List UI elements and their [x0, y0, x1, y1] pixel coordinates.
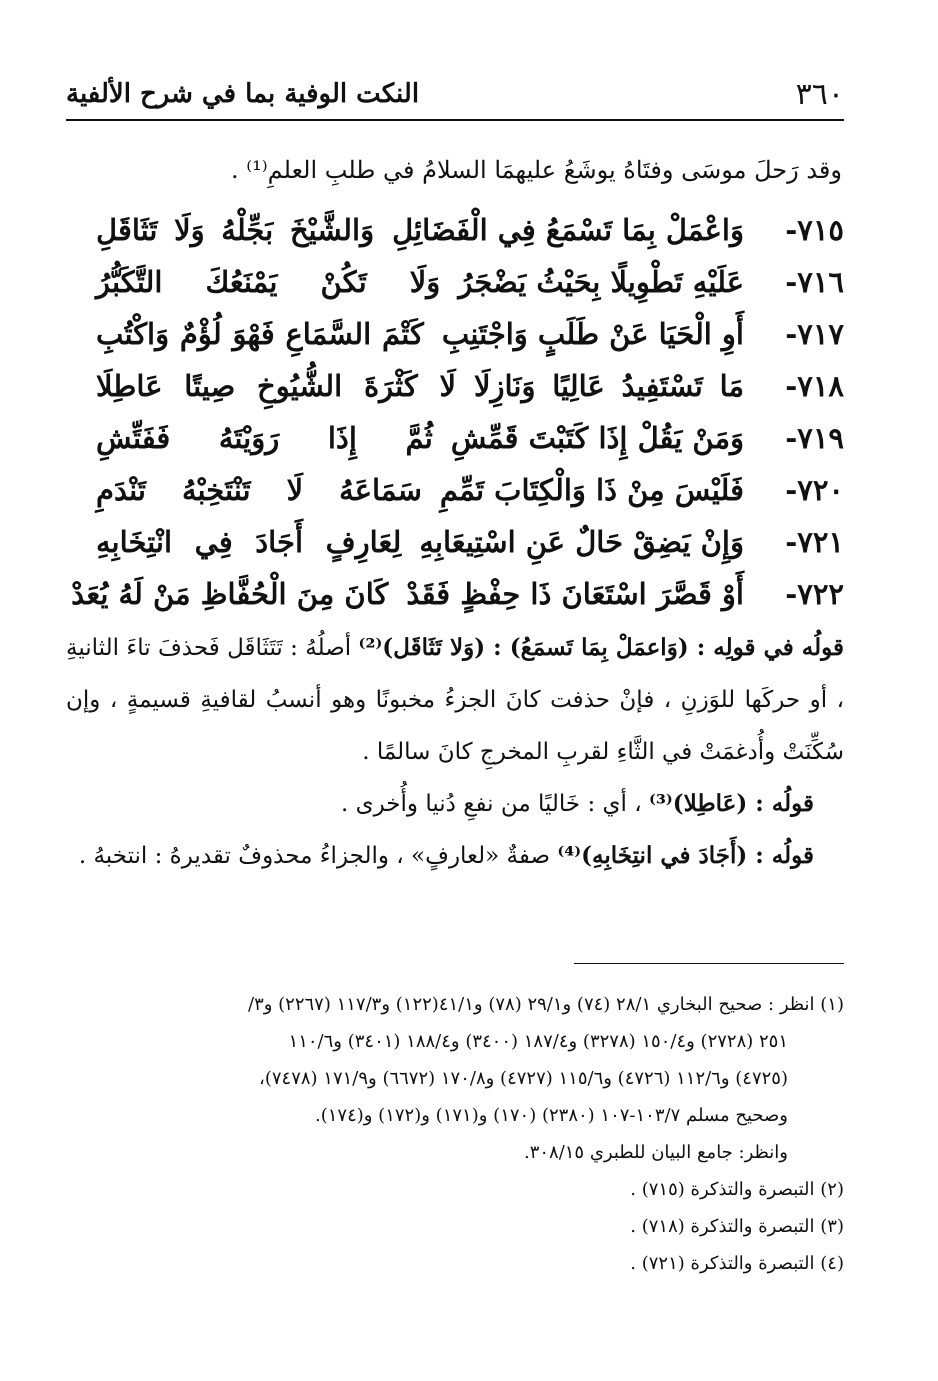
verse-line	[71, 568, 844, 620]
verse-number: ٧٢١-	[785, 525, 844, 559]
verse-second-hemistich: سَمَاعَهُ لَا تَنْتَخِبْهُ تَنْدَمِ	[96, 473, 422, 507]
verse-first-hemistich: وَاعْمَلْ بِمَا تَسْمَعُ فِي الْفَضَائِلِ	[392, 213, 744, 247]
commentary-text: صفةٌ «لعارفٍ» ، والجزاءُ محذوفٌ تقديرهُ : انتخبهُ .	[78, 843, 558, 869]
footnote-4: (٤) التبصرة والتذكرة (٧٢١) .	[630, 1253, 844, 1274]
commentary-paragraph	[66, 622, 844, 778]
intro-line: وقد رَحلَ موسَى وفتَاهُ يوشَعُ عليهمَا السلامُ في طلبِ العلمِ⁽¹⁾ .	[230, 156, 842, 184]
verse-number: ٧٢٠-	[785, 473, 844, 507]
footnote-1-continuation: (٤٧٢٥) و١١٢/٦ (٤٧٢٦) و١١٥/٦ (٤٧٢٧) و١٧٠/٨ (٦٦٧٢) و١٧١/٩ (٧٤٧٨)،	[259, 1068, 788, 1089]
verse-line	[96, 412, 844, 464]
footnote-rule	[574, 963, 844, 964]
footnote-2: (٢) التبصرة والتذكرة (٧١٥) .	[630, 1179, 844, 1200]
verse-number: ٧١٩-	[785, 421, 844, 455]
verse-number: ٧١٧-	[785, 317, 844, 351]
verse-number: ٧٢٢-	[785, 577, 844, 611]
verse-first-hemistich: أَوِ الْحَيَا عَنْ طَلَبٍ وَاجْتَنِبِ	[441, 317, 744, 351]
verse-number: ٧١٨-	[785, 369, 844, 403]
running-title: النكت الوفية بما في شرح الألفية	[66, 79, 420, 109]
footnote-3: (٣) التبصرة والتذكرة (٧١٨) .	[630, 1216, 844, 1237]
verse-number: ٧١٦-	[785, 265, 844, 299]
footnote-1-continuation: وانظر: جامع البيان للطبري ٣٠٨/١٥.	[523, 1142, 788, 1163]
verse-second-hemistich: لَا كَثْرَةَ الشُّيُوخِ صِيتًا عَاطِلَا	[96, 369, 456, 403]
footnote-1-continuation: وصحيح مسلم ١٠٣/٧-١٠٧ (٢٣٨٠) (١٧٠) و(١٧١) و(١٧٢) و(١٧٤).	[314, 1105, 788, 1126]
verse-number: ٧١٥-	[785, 213, 844, 247]
commentary-lemma: قولُه : (عَاطِلا)⁽³⁾	[648, 790, 814, 817]
verse-second-hemistich: ثُمَّ إِذَا رَوَيْتَهُ فَفَتِّشِ	[96, 421, 433, 455]
verse-first-hemistich: وَإِنْ يَضِقْ حَالٌ عَنِ اسْتِيعَابِهِ	[419, 525, 744, 559]
footnotes	[60, 986, 844, 1282]
verse-second-hemistich: كَانَ مِنَ الْحُفَّاظِ مَنْ لَهُ يُعَدْ	[71, 577, 389, 611]
verse-second-hemistich: لِعَارِفٍ أَجَادَ فِي انْتِخَابِهِ	[96, 525, 402, 559]
verse-second-hemistich: وَلَا تَكُنْ يَمْنَعُكَ التَّكَبُّرُ	[96, 265, 441, 299]
verse-first-hemistich: أَوْ قَصَّرَ اسْتَعَانَ ذَا حِفْظٍ فَقَدْ	[406, 577, 744, 611]
verse-line	[96, 464, 844, 516]
commentary-text: أصلُهُ : تَتَثَاقَل فَحذفَ تاءَ الثانيةِ ، أو حركَها للوَزنِ ، فإنْ حذفت كانَ الجزءُ مخبونًا وهو أنسبُ لقافيةِ قسيمةٍ ، وإن سُكِّنَتْ وأُدغمَتْ في الثَّاءِ لقربِ المخرجِ كانَ سالمًا .	[66, 635, 844, 765]
verse-first-hemistich: فَلَيْسَ مِنْ ذَا وَالْكِتَابَ تَمِّمِ	[439, 473, 744, 507]
verse-first-hemistich: مَا تَسْتَفِيدُ عَالِيًا وَنَازِلَا	[474, 369, 744, 403]
verse-line	[96, 360, 844, 412]
commentary-paragraph	[66, 830, 844, 882]
commentary	[66, 622, 844, 882]
commentary-lemma: قولُه في قولِه : (وَاعمَلْ بِمَا تَسمَعُ) : (وَلا تَثَاقَل)⁽²⁾	[358, 634, 845, 661]
verse-first-hemistich: عَلَيْهِ تَطْوِيلًا بِحَيْثُ يَضْجَرُ	[458, 265, 744, 299]
footnote-1-continuation: ٢٥١ (٢٧٢٨) و١٥٠/٤ (٣٢٧٨) و١٨٧/٤ (٣٤٠٠) و١٨٨/٤ (٣٤٠١) و١١٠/٦	[288, 1031, 788, 1052]
verse-line	[96, 256, 844, 308]
header-rule	[66, 119, 844, 121]
commentary-paragraph	[66, 778, 844, 830]
page-number: ٣٦٠	[795, 76, 844, 112]
commentary-lemma: قولُه : (أَجَادَ في انتِخَابِهِ)⁽⁴⁾	[557, 842, 814, 869]
verse-block	[71, 204, 844, 620]
footnote-1: (١) انظر : صحيح البخاري ٢٨/١ (٧٤) و٢٩/١ (٧٨) و٤١/١(١٢٢) و١١٧/٣ (٢٢٦٧) و٣/	[247, 994, 844, 1015]
verse-second-hemistich: وَالشَّيْخَ بَجِّلْهُ وَلَا تَثَاقَلِ	[96, 213, 375, 247]
verse-line	[96, 516, 844, 568]
commentary-text: ، أي : خَاليًا من نفعِ دُنيا وأُخرى .	[340, 791, 649, 817]
verse-line	[96, 308, 844, 360]
verse-second-hemistich: كَتْمَ السَّمَاعِ فَهْوَ لُؤْمٌ وَاكْتُبِ	[96, 317, 424, 351]
verse-first-hemistich: وَمَنْ يَقُلْ إِذَا كَتَبْتَ قَمِّشِ	[450, 421, 744, 455]
running-header	[66, 74, 844, 114]
verse-line	[96, 204, 844, 256]
